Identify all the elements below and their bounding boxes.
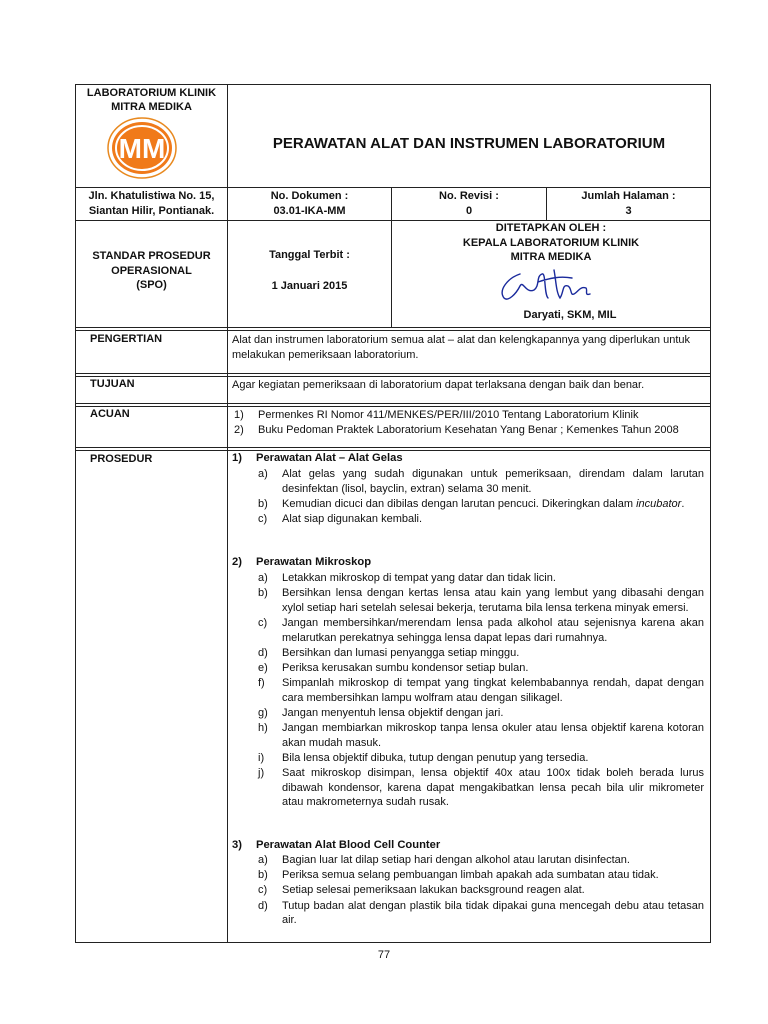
list-text: Permenkes RI Nomor 411/MENKES/PER/III/2010 Tentang Laboratorium Klinik — [258, 409, 639, 421]
page-number: 77 — [377, 949, 391, 961]
page-count — [547, 189, 710, 219]
list-key: c) — [258, 512, 268, 525]
list-key: c) — [258, 884, 268, 897]
list-item — [256, 571, 704, 586]
tujuan-label: TUJUAN — [90, 378, 135, 390]
doc-number — [228, 189, 391, 219]
section-title — [232, 839, 440, 851]
list-text: Jangan membiarkan mikroskop tanpa lensa okuler atau lensa objektif karena kotoran akan mudah masuk. — [282, 722, 704, 749]
section-title — [232, 452, 403, 464]
list-text: Periksa semua selang pembuangan limbah apakah ada sumbatan atau tidak. — [282, 869, 659, 882]
list-item — [256, 676, 704, 705]
address-line1: Jln. Khatulistiwa No. 15, — [88, 190, 215, 202]
section-number: 2) — [232, 556, 242, 568]
section-number: 1) — [232, 452, 242, 464]
section-title-text: Perawatan Mikroskop — [256, 556, 372, 568]
list-text: Bagian luar lat dilap setiap hari dengan alkohol atau larutan disinfectan. — [282, 854, 630, 866]
list-key: d) — [258, 899, 268, 912]
list-key: b) — [258, 869, 268, 882]
list-key: f) — [258, 677, 265, 690]
list-text: Tutup badan alat dengan plastik bila tidak dipakai guna mencegah debu atau tetasan air. — [282, 899, 704, 927]
list-text: Jangan menyentuh lensa objektif dengan jari. — [282, 706, 504, 719]
list-key: a) — [258, 468, 268, 480]
list-item — [256, 661, 704, 676]
list-item — [256, 766, 704, 810]
pengertian-label: PENGERTIAN — [90, 333, 163, 345]
approved-by-line2: KEPALA LABORATORIUM KLINIK — [462, 236, 640, 249]
section-2-list — [256, 571, 704, 810]
list-key: h) — [258, 722, 268, 735]
signatory-name: Daryati, SKM, MIL — [523, 309, 617, 321]
list-key: e) — [258, 661, 268, 674]
list-key: 1) — [234, 409, 244, 421]
lab-name-line1: LABORATORIUM KLINIK — [86, 87, 217, 99]
list-item — [256, 497, 704, 512]
revision-value: 0 — [465, 205, 473, 217]
section-3-list — [256, 853, 704, 928]
list-text: Letakkan mikroskop di tempat yang datar dan tidak licin. — [282, 572, 556, 584]
list-key: b) — [258, 587, 268, 600]
list-text: Alat siap digunakan kembali. — [282, 512, 423, 525]
address-line2: Siantan Hilir, Pontianak. — [88, 205, 215, 217]
issue-date-value: 1 Januari 2015 — [271, 280, 348, 292]
list-item — [256, 883, 704, 898]
list-text-tail: . — [681, 497, 685, 510]
list-key: a) — [258, 572, 268, 584]
list-item — [256, 616, 704, 645]
list-text: Saat mikroskop disimpan, lensa objektif 40x atau 100x tidak boleh berada lurus dibawah kondensor, karena dapat mengakibatkan lensa pecah bila ulir mikrometer atau makrometernya sudah rusak. — [282, 767, 704, 809]
list-text-italic: incubator — [636, 497, 682, 510]
section-title-text: Perawatan Alat – Alat Gelas — [256, 452, 403, 464]
list-key: d) — [258, 646, 268, 659]
list-text: Buku Pedoman Praktek Laboratorium Kesehatan Yang Benar ; Kemenkes Tahun 2008 — [258, 424, 679, 437]
list-text: Bersihkan dan lumasi penyangga setiap minggu. — [282, 646, 520, 659]
list-key: 2) — [234, 424, 244, 437]
spo-line3: (SPO) — [136, 279, 167, 291]
lab-logo — [106, 116, 178, 180]
list-item — [256, 586, 704, 615]
list-item — [256, 467, 704, 496]
lab-name-line2: MITRA MEDIKA — [111, 101, 192, 113]
doc-number-label: No. Dokumen : — [270, 190, 349, 202]
pengertian-text: Alat dan instrumen laboratorium semua alat – alat dan kelengkapannya yang diperlukan untuk melakukan pemeriksaan laboratorium. — [232, 334, 691, 361]
section-number: 3) — [232, 839, 242, 851]
section-title — [232, 556, 371, 568]
list-text: Jangan membersihkan/merendam lensa pada alkohol atau sejenisnya karena akan melarutkan perekatnya sehingga lensa dapat lepas dari rumahnya. — [282, 616, 704, 644]
acuan-label: ACUAN — [90, 408, 130, 420]
prosedur-label: PROSEDUR — [90, 453, 153, 465]
list-item — [256, 899, 704, 928]
lab-name — [76, 86, 227, 114]
logo-text: MM — [118, 133, 166, 164]
revision-label: No. Revisi : — [439, 190, 499, 202]
section-1-list — [256, 467, 704, 527]
page-count-label: Jumlah Halaman : — [581, 190, 676, 202]
list-item — [256, 706, 704, 721]
approved-by-line3: MITRA MEDIKA — [510, 251, 592, 263]
list-item — [256, 868, 704, 883]
acuan-list — [232, 408, 704, 438]
list-item — [256, 512, 704, 527]
list-key: i) — [258, 751, 265, 764]
list-item — [256, 721, 704, 750]
signature — [490, 264, 600, 308]
tujuan-text: Agar kegiatan pemeriksaan di laboratorium dapat terlaksana dengan baik dan benar. — [232, 379, 645, 391]
list-item — [256, 751, 704, 766]
list-text: Periksa kerusakan sumbu kondensor setiap bulan. — [282, 661, 529, 674]
list-key: j) — [258, 767, 265, 780]
doc-number-value: 03.01-IKA-MM — [273, 205, 346, 217]
document-title: PERAWATAN ALAT DAN INSTRUMEN LABORATORIUM — [272, 135, 666, 152]
page-count-value: 3 — [625, 205, 632, 217]
approved-by-label: DITETAPKAN OLEH : — [495, 222, 607, 234]
list-text: Bersihkan lensa dengan kertas lensa atau kain yang lembut yang dibasahi dengan xylol setiap hari setelah selesai bekerja, terutama bila lensa terkena minyak emersi. — [282, 587, 704, 614]
signature-icon — [490, 264, 600, 308]
section-title-text: Perawatan Alat Blood Cell Counter — [256, 839, 441, 851]
list-key: c) — [258, 616, 268, 629]
list-item — [232, 423, 704, 438]
list-text: Setiap selesai pemeriksaan lakukan backsground reagen alat. — [282, 884, 585, 897]
revision — [392, 189, 546, 219]
list-item — [256, 646, 704, 661]
spo-label — [76, 249, 227, 293]
list-key: a) — [258, 854, 268, 866]
issue-date-label: Tanggal Terbit : — [269, 249, 350, 261]
approval-block — [392, 221, 710, 265]
list-item — [256, 853, 704, 868]
list-text: Simpanlah mikroskop di tempat yang tingkat kelembabannya rendah, dapat dengan cara membersihkan lampu wolfram atau dengan silikagel. — [282, 677, 704, 704]
address — [76, 189, 227, 219]
list-key: b) — [258, 497, 268, 510]
list-item — [232, 408, 704, 423]
list-text: Alat gelas yang sudah digunakan untuk pemeriksaan, direndam dalam larutan desinfektan (lisol, bayclin, extran) selama 30 menit. — [282, 468, 704, 495]
spo-line1: STANDAR PROSEDUR — [92, 250, 211, 262]
list-text: Kemudian dicuci dan dibilas dengan larutan pencuci. Dikeringkan dalam — [282, 497, 633, 510]
list-key: g) — [258, 706, 268, 719]
list-text: Bila lensa objektif dibuka, tutup dengan penutup yang tersedia. — [282, 751, 589, 764]
lab-logo-icon — [106, 116, 178, 180]
spo-line2: OPERASIONAL — [111, 264, 192, 277]
